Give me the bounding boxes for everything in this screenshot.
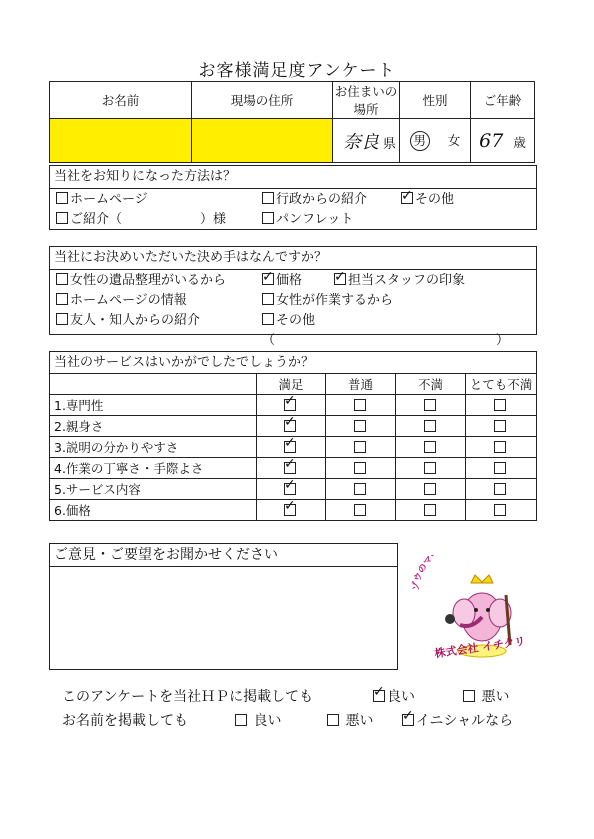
company-logo — [410, 555, 550, 665]
svg-text:ゾウのマークの遺品整理 — [410, 555, 493, 592]
address-header: 現場の住所 — [192, 82, 333, 119]
checkbox-empty-icon[interactable] — [424, 441, 436, 453]
checkbox-empty-icon[interactable] — [494, 462, 506, 474]
checkbox-checked-icon — [262, 273, 274, 285]
checkbox-checked-icon — [401, 192, 413, 204]
checkbox-checked-icon — [373, 690, 385, 702]
checkbox-empty-icon[interactable] — [354, 420, 366, 432]
checkbox-empty-icon — [262, 212, 274, 224]
q2-option-friend[interactable]: 友人・知人からの紹介 — [56, 311, 200, 331]
age-header: ご年齢 — [471, 82, 535, 119]
scale-dissatisfied: 不満 — [396, 374, 466, 395]
checkbox-empty-icon[interactable] — [494, 399, 506, 411]
checkbox-empty-icon[interactable] — [424, 504, 436, 516]
prefecture-handwritten: 奈良 — [343, 131, 379, 153]
checkbox-empty-icon[interactable] — [424, 399, 436, 411]
page-title: お客様満足度アンケート — [198, 61, 396, 81]
checkbox-empty-icon — [262, 313, 274, 325]
q2-option-price[interactable]: ✓ 価格 — [262, 271, 302, 291]
rating-row-label: 3.説明の分かりやすさ — [50, 437, 257, 458]
consent-hp-good[interactable]: ✓ 良い — [373, 686, 415, 706]
gender-female: 女 — [447, 132, 461, 148]
logo-tagline: ゾウのマ — [411, 555, 436, 592]
rating-row-label: 5.サービス内容 — [50, 479, 257, 500]
checkbox-empty-icon — [56, 293, 68, 305]
checkbox-checked-icon[interactable] — [284, 483, 296, 495]
q2-option-female-staff[interactable]: 女性の遺品整理がいるから — [56, 271, 226, 291]
checkbox-empty-icon[interactable] — [424, 483, 436, 495]
q1-option-gov[interactable]: 行政からの紹介 — [262, 190, 367, 210]
prefecture-suffix: 県 — [382, 136, 396, 152]
residence-header: お住まいの場所 — [333, 82, 400, 119]
checkbox-empty-icon — [235, 714, 247, 726]
rating-row — [50, 479, 537, 500]
scale-very-dissatisfied: とても不満 — [466, 374, 537, 395]
rating-row — [50, 458, 537, 479]
service-rating-table — [49, 373, 537, 521]
rating-row — [50, 500, 537, 521]
scale-satisfied: 満足 — [257, 374, 326, 395]
question-deciding-factor — [49, 246, 537, 348]
gender-header: 性別 — [400, 82, 471, 119]
rating-row — [50, 437, 537, 458]
rating-row-label: 6.価格 — [50, 500, 257, 521]
checkbox-empty-icon[interactable] — [354, 462, 366, 474]
checkbox-empty-icon — [262, 293, 274, 305]
rating-row — [50, 416, 537, 437]
rating-row-label: 4.作業の丁寧さ・手際よさ — [50, 458, 257, 479]
checkbox-checked-icon — [334, 273, 346, 285]
question-how-found — [49, 165, 537, 230]
logo-company-name: 株式会社 イチクリ — [433, 634, 527, 661]
q1-option-homepage[interactable]: ホームページ — [56, 190, 148, 210]
checkbox-checked-icon — [402, 714, 414, 726]
checkbox-empty-icon[interactable] — [424, 462, 436, 474]
checkbox-empty-icon — [262, 192, 274, 204]
age-field[interactable] — [471, 119, 535, 163]
checkbox-checked-icon[interactable] — [284, 441, 296, 453]
checkbox-empty-icon — [463, 690, 475, 702]
name-header: お名前 — [50, 82, 192, 119]
q2-option-female-work[interactable]: 女性が作業するから — [262, 291, 393, 311]
question-service-rating-header — [49, 351, 537, 374]
consent-hp-label: このアンケートを当社ＨＰに掲載しても — [62, 689, 314, 705]
checkbox-empty-icon[interactable] — [354, 483, 366, 495]
checkbox-empty-icon[interactable] — [494, 420, 506, 432]
rating-row-label: 2.親身さ — [50, 416, 257, 437]
gender-male-circled: 男 — [410, 131, 430, 151]
consent-name-good[interactable]: 良い — [235, 710, 281, 730]
q2-option-homepage[interactable]: ホームページの情報 — [56, 291, 187, 311]
q2-title: 当社にお決めいただいた決め手はなんですか？ — [50, 247, 536, 270]
checkbox-checked-icon[interactable] — [284, 399, 296, 411]
checkbox-empty-icon[interactable] — [494, 483, 506, 495]
checkbox-empty-icon[interactable] — [424, 420, 436, 432]
respondent-info-table — [49, 81, 535, 163]
q1-option-referral[interactable]: ご紹介（ ）様 — [56, 210, 226, 230]
checkbox-empty-icon[interactable] — [354, 441, 366, 453]
q1-title: 当社をお知りになった方法は？ — [50, 166, 536, 189]
checkbox-checked-icon[interactable] — [284, 420, 296, 432]
scale-normal: 普通 — [326, 374, 396, 395]
checkbox-checked-icon[interactable] — [284, 462, 296, 474]
q4-title: ご意見・ご要望をお聞かせください — [50, 544, 397, 567]
checkbox-checked-icon[interactable] — [284, 504, 296, 516]
checkbox-empty-icon — [56, 273, 68, 285]
rating-row-label: 1.専門性 — [50, 395, 257, 416]
checkbox-empty-icon[interactable] — [494, 504, 506, 516]
checkbox-empty-icon[interactable] — [354, 399, 366, 411]
q3-title: 当社のサービスはいかがでしたでしょうか？ — [54, 355, 315, 370]
checkbox-empty-icon — [56, 192, 68, 204]
address-field-redacted[interactable] — [192, 119, 333, 163]
q1-option-pamphlet[interactable]: パンフレット — [262, 210, 353, 230]
q2-option-staff-impression[interactable]: ✓ 担当スタッフの印象 — [334, 271, 465, 291]
consent-name-label: お名前を掲載しても — [62, 713, 188, 729]
checkbox-empty-icon — [56, 212, 68, 224]
checkbox-empty-icon[interactable] — [494, 441, 506, 453]
q1-option-other[interactable]: ✓ その他 — [401, 190, 454, 210]
rating-row — [50, 395, 537, 416]
consent-name-bad[interactable]: 悪い — [327, 710, 373, 730]
name-field-redacted[interactable] — [50, 119, 192, 163]
gender-field[interactable] — [400, 119, 471, 163]
consent-hp-bad[interactable]: 悪い — [463, 686, 509, 706]
comments-box[interactable] — [49, 543, 398, 670]
checkbox-empty-icon — [327, 714, 339, 726]
checkbox-empty-icon[interactable] — [354, 504, 366, 516]
consent-name-initial[interactable]: ✓ イニシャルなら — [402, 710, 513, 730]
q2-option-other[interactable]: その他（ ） — [262, 313, 510, 348]
checkbox-empty-icon — [56, 313, 68, 325]
residence-field[interactable] — [333, 119, 400, 163]
age-suffix: 歳 — [513, 134, 526, 150]
age-handwritten: 67 — [479, 129, 504, 152]
